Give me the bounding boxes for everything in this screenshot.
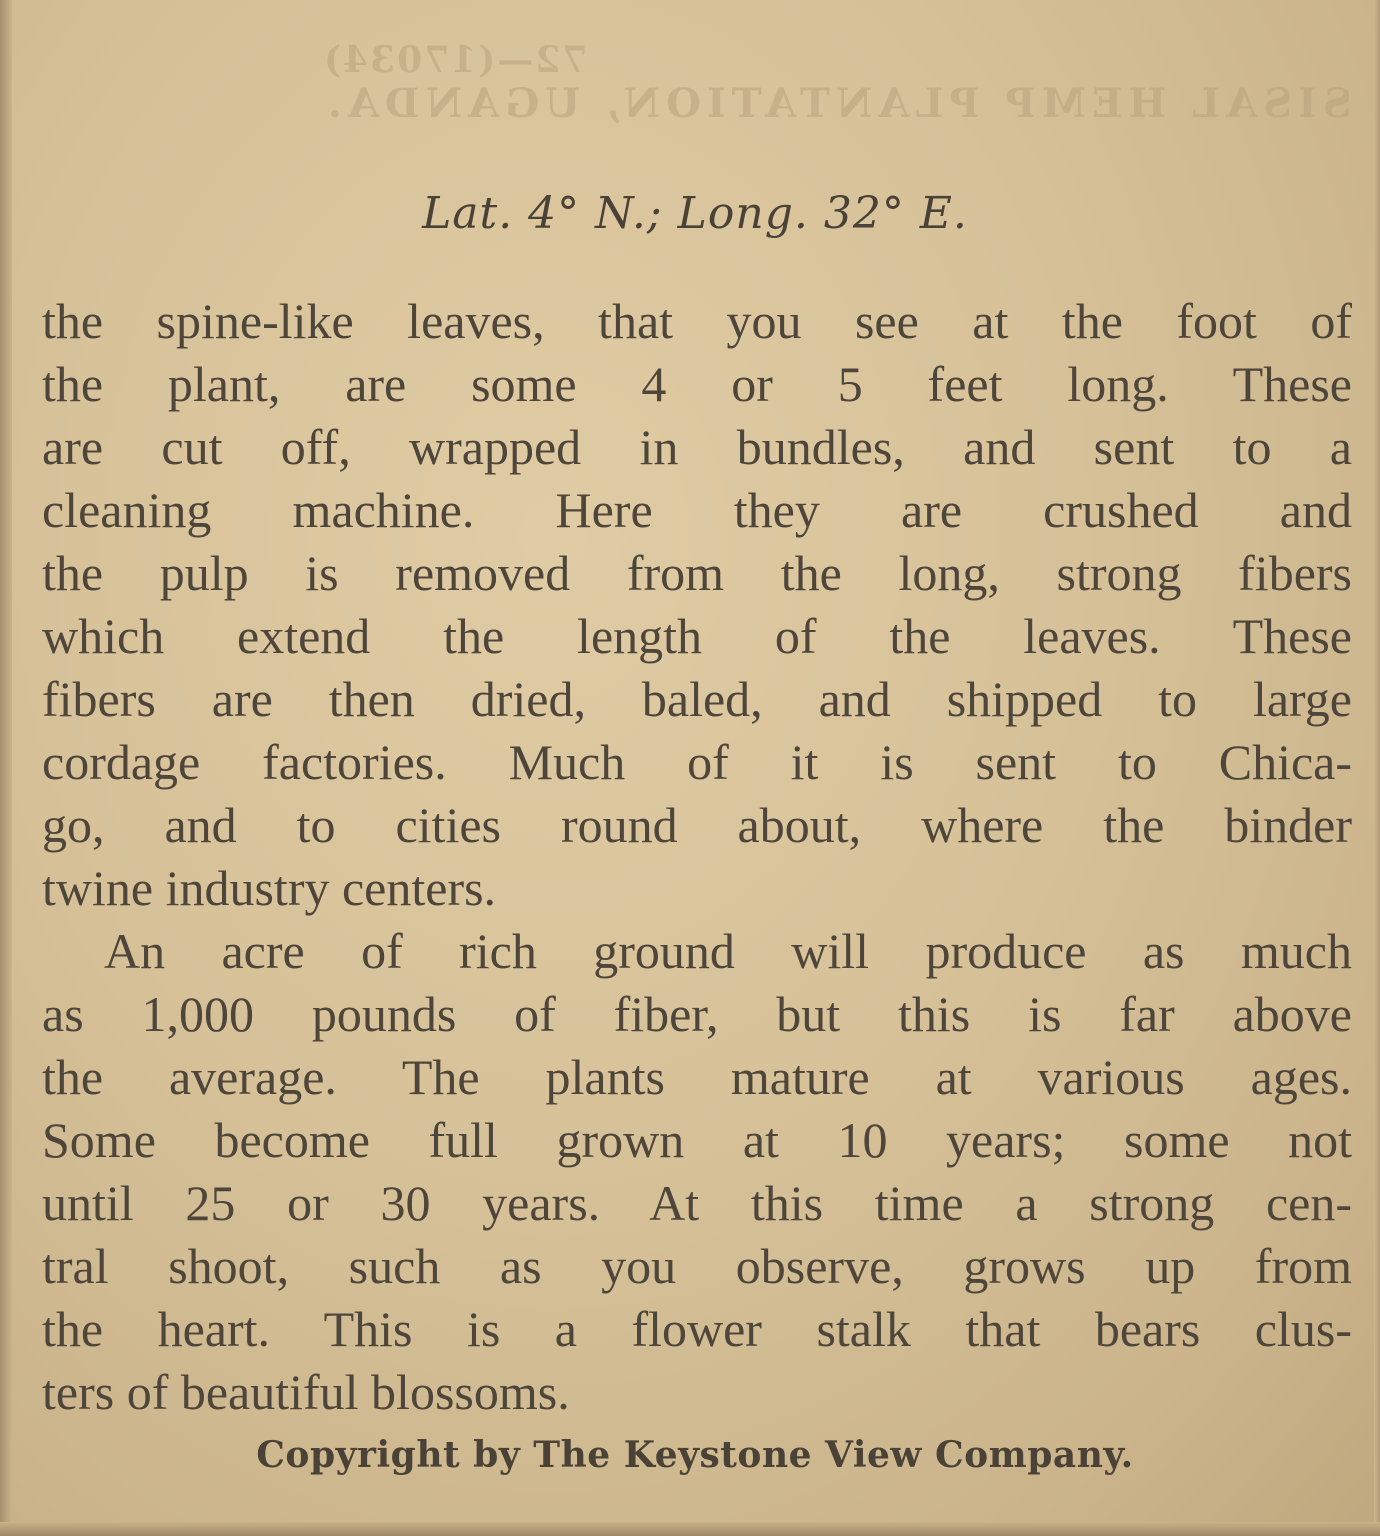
paragraph-1-line: twine industry centers. [42,860,497,916]
paragraph-2-line: ters of beautiful blossoms. [42,1364,570,1420]
paragraph-2-line: until 25 or 30 years. At this time a strong cen- [42,1175,1352,1231]
card-bottom-edge [0,1522,1380,1536]
paragraph-1-line: which extend the length of the leaves. These [42,608,1352,664]
coordinates-heading: Lat. 4° N.; Long. 32° E. [422,188,968,239]
paragraph-1-line: the plant, are some 4 or 5 feet long. These [42,356,1352,412]
paragraph-2-line: the heart. This is a flower stalk that bears clus- [42,1301,1352,1357]
paragraph-2-line: tral shoot, such as you observe, grows up from [42,1238,1352,1294]
show-through-title: SISAL HEMP PLANTATION, UGANDA. [322,80,1352,128]
show-through-catalog-code: 72—(17034) [322,39,588,81]
copyright-notice: Copyright by The Keystone View Company. [256,1434,1134,1476]
paragraph-1-line: the spine-like leaves, that you see at the foot of [42,293,1352,349]
paragraph-2-line: An acre of rich ground will produce as much [104,923,1352,979]
reverse-side-show-through [322,40,1352,127]
paragraph-1-line: cleaning machine. Here they are crushed and [42,482,1352,538]
paragraph-1-line: are cut off, wrapped in bundles, and sent to a [42,419,1352,475]
paragraph-1-line: go, and to cities round about, where the binder [42,797,1352,853]
paragraph-2-line: the average. The plants mature at various ages. [42,1049,1352,1105]
description-text [42,290,1352,1424]
paragraph-1-line: the pulp is removed from the long, strong fibers [42,545,1352,601]
paragraph-2-line: as 1,000 pounds of fiber, but this is far above [42,986,1352,1042]
paragraph-2-line: Some become full grown at 10 years; some not [42,1112,1352,1168]
paragraph-1-line: cordage factories. Much of it is sent to Chica- [42,734,1352,790]
paragraph-1-line: fibers are then dried, baled, and shipped to large [42,671,1352,727]
